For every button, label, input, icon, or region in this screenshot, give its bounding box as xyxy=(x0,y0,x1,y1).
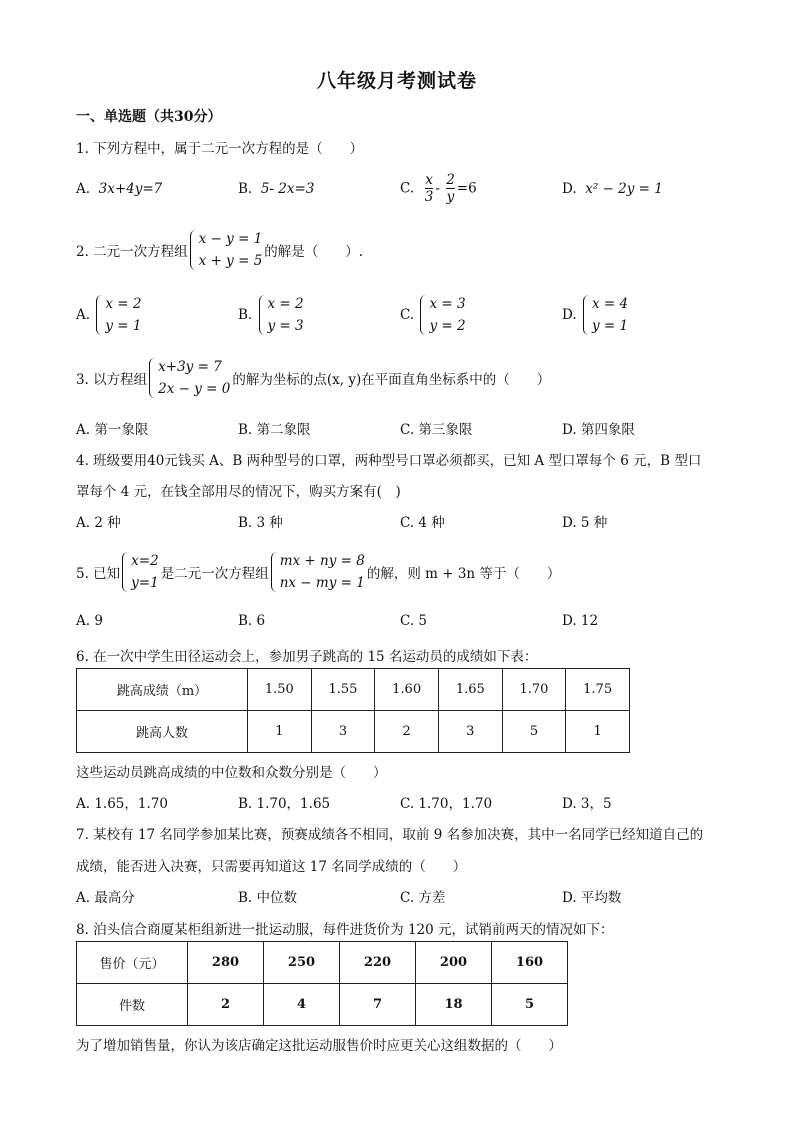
question-3-stem: 3. 以方程组 x+3y = 7 2x − y = 0 的解为坐标的点(x, y)在平面直角坐标系中的（ ） xyxy=(76,356,550,400)
q1-option-a[interactable]: A. 3x+4y=7 xyxy=(76,181,163,197)
q5-option-b[interactable]: B. 6 xyxy=(238,613,266,629)
q1-option-b-expr: 5- 2x=3 xyxy=(260,181,315,197)
q1-option-c[interactable]: C. $\frac{x}{3}$ - $\frac{2}{y}$ =6 xyxy=(400,172,477,205)
q6-option-d[interactable]: D. 3，5 xyxy=(562,796,612,812)
q3-option-b[interactable]: B. 第二象限 xyxy=(238,422,311,438)
question-2-stem: 2. 二元一次方程组 x − y = 1 x + y = 5 的解是（ ）. xyxy=(76,228,363,272)
q1-option-d-expr: x² − 2y = 1 xyxy=(585,181,663,197)
question-6-stem: 6. 在一次中学生田径运动会上，参加男子跳高的 15 名运动员的成绩如下表： xyxy=(76,649,538,665)
q7-option-d[interactable]: D. 平均数 xyxy=(562,890,622,906)
q2-option-d[interactable]: D. x = 4 y = 1 xyxy=(562,293,630,337)
q7-option-b[interactable]: B. 中位数 xyxy=(238,890,298,906)
page-title: 八年级月考测试卷 xyxy=(316,70,477,92)
q4-option-c[interactable]: C. 4 种 xyxy=(400,515,445,531)
q5-option-d[interactable]: D. 12 xyxy=(562,613,599,629)
q5-equation-system: mx + ny = 8 nx − my = 1 xyxy=(271,550,365,594)
question-6-prompt: 这些运动员跳高成绩的中位数和众数分别是（ ） xyxy=(76,765,387,781)
question-1-stem: 1. 下列方程中，属于二元一次方程的是（ ） xyxy=(76,141,364,157)
q6-score-table xyxy=(76,668,630,753)
q2-option-a[interactable]: A. x = 2 y = 1 xyxy=(76,293,143,337)
q4-option-a[interactable]: A. 2 种 xyxy=(76,515,121,531)
q1-option-d[interactable]: D. x² − 2y = 1 xyxy=(562,181,663,197)
q8-sales-table xyxy=(76,941,568,1026)
section-heading: 一、单选题（共30分） xyxy=(76,109,222,125)
q7-option-a[interactable]: A. 最高分 xyxy=(76,890,135,906)
q2-option-c[interactable]: C. x = 3 y = 2 xyxy=(400,293,468,337)
q1-option-c-frac2: $\frac{2}{y}$ xyxy=(446,172,455,205)
q8-table-row-price: 售价（元） 280 250 220 200 160 xyxy=(77,942,568,984)
q6-option-c[interactable]: C. 1.70，1.70 xyxy=(400,796,493,812)
question-8-prompt: 为了增加销售量，你认为该店确定这批运动服售价时应更关心这组数据的（ ） xyxy=(76,1038,562,1054)
q4-option-d[interactable]: D. 5 种 xyxy=(562,515,608,531)
q4-option-b[interactable]: B. 3 种 xyxy=(238,515,283,531)
q3-option-c[interactable]: C. 第三象限 xyxy=(400,422,473,438)
question-4-line-1: 4. 班级要用40元钱买 A、B 两种型号的口罩，两种型号口罩必须都买，已知 A 型口罩每个 6 元，B 型口 xyxy=(76,453,702,469)
q5-solution-system: x=2 y=1 xyxy=(122,550,159,594)
q6-table-row-score: 跳高成绩（m） 1.50 1.55 1.60 1.65 1.70 1.75 xyxy=(77,669,630,711)
question-4-line-2: 罩每个 4 元，在钱全部用尽的情况下，购买方案有( ) xyxy=(76,484,401,500)
question-8-stem: 8. 泊头信合商厦某柜组新进一批运动服，每件进货价为 120 元，试销前两天的情况如下： xyxy=(76,922,614,938)
question-5-stem: 5. 已知 x=2 y=1 是二元一次方程组 mx + ny = 8 nx − my = 1 的解，则 m + 3n 等于（ ） xyxy=(76,550,560,594)
q7-option-c[interactable]: C. 方差 xyxy=(400,890,446,906)
q5-option-c[interactable]: C. 5 xyxy=(400,613,428,629)
q1-option-c-frac1: $\frac{x}{3}$ xyxy=(424,172,434,205)
q8-table-row-count: 件数 2 4 7 18 5 xyxy=(77,984,568,1026)
q6-option-b[interactable]: B. 1.70，1.65 xyxy=(238,796,331,812)
q1-option-a-expr: 3x+4y=7 xyxy=(98,181,163,197)
q3-equation-system: x+3y = 7 2x − y = 0 xyxy=(149,356,230,400)
q3-option-a[interactable]: A. 第一象限 xyxy=(76,422,149,438)
question-7-line-2: 成绩，能否进入决赛，只需要再知道这 17 名同学成绩的（ ） xyxy=(76,859,467,875)
q6-option-a[interactable]: A. 1.65，1.70 xyxy=(76,796,168,812)
q2-option-b[interactable]: B. x = 2 y = 3 xyxy=(238,293,306,337)
q2-equation-system: x − y = 1 x + y = 5 xyxy=(190,228,263,272)
q1-option-b[interactable]: B. 5- 2x=3 xyxy=(238,181,315,197)
question-7-line-1: 7. 某校有 17 名同学参加某比赛，预赛成绩各不相同，取前 9 名参加决赛，其中一名同学已经知道自己的 xyxy=(76,827,704,843)
q5-option-a[interactable]: A. 9 xyxy=(76,613,103,629)
q3-option-d[interactable]: D. 第四象限 xyxy=(562,422,635,438)
q6-table-row-count: 跳高人数 1 3 2 3 5 1 xyxy=(77,711,630,753)
